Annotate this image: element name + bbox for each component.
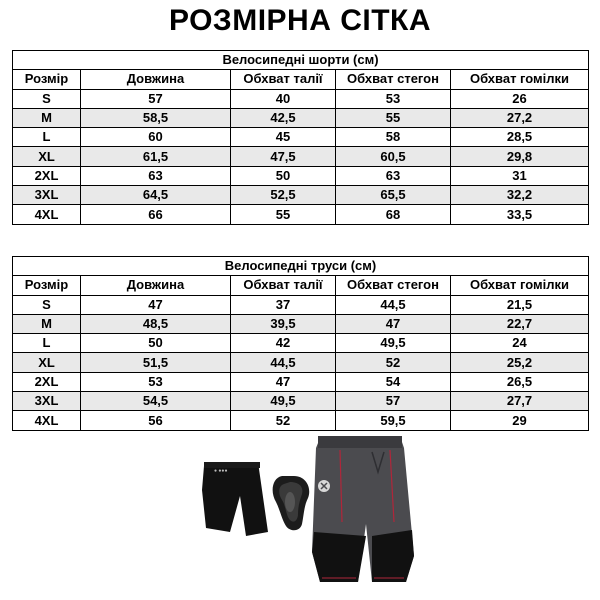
cell-size: S xyxy=(13,89,81,108)
cell-length: 47 xyxy=(81,295,231,314)
cell-hips: 68 xyxy=(336,205,451,224)
page-title: РОЗМІРНА СІТКА xyxy=(168,4,432,37)
cell-calf: 27,2 xyxy=(451,108,589,127)
cell-calf: 21,5 xyxy=(451,295,589,314)
cell-calf: 24 xyxy=(451,334,589,353)
header-hips: Обхват стегон xyxy=(336,276,451,295)
table-row xyxy=(13,205,589,224)
cell-waist: 52 xyxy=(231,411,336,430)
chamois-pad-icon xyxy=(273,476,310,530)
cell-waist: 39,5 xyxy=(231,314,336,333)
cell-waist: 44,5 xyxy=(231,353,336,372)
cycling-underwear-icon xyxy=(202,462,268,536)
table-row xyxy=(13,334,589,353)
cell-waist: 55 xyxy=(231,205,336,224)
cell-size: S xyxy=(13,295,81,314)
cell-length: 66 xyxy=(81,205,231,224)
table-row xyxy=(13,89,589,108)
briefs-size-table xyxy=(12,256,589,431)
table-row xyxy=(13,108,589,127)
cell-length: 51,5 xyxy=(81,353,231,372)
cycling-shorts-icon xyxy=(312,436,414,582)
cell-calf: 29,8 xyxy=(451,147,589,166)
cell-length: 64,5 xyxy=(81,186,231,205)
cell-waist: 47 xyxy=(231,372,336,391)
header-calf: Обхват гомілки xyxy=(451,70,589,89)
cell-hips: 47 xyxy=(336,314,451,333)
cell-waist: 42 xyxy=(231,334,336,353)
header-waist: Обхват талії xyxy=(231,70,336,89)
cell-hips: 57 xyxy=(336,392,451,411)
header-hips: Обхват стегон xyxy=(336,70,451,89)
cell-calf: 28,5 xyxy=(451,128,589,147)
cell-size: 2XL xyxy=(13,166,81,185)
cell-length: 53 xyxy=(81,372,231,391)
cell-hips: 55 xyxy=(336,108,451,127)
cell-length: 56 xyxy=(81,411,231,430)
header-size: Розмір xyxy=(13,70,81,89)
table-row xyxy=(13,353,589,372)
cell-waist: 47,5 xyxy=(231,147,336,166)
product-images xyxy=(190,432,430,592)
cell-waist: 40 xyxy=(231,89,336,108)
cell-length: 48,5 xyxy=(81,314,231,333)
header-size: Розмір xyxy=(13,276,81,295)
table-row xyxy=(13,372,589,391)
header-length: Довжина xyxy=(81,70,231,89)
cell-size: XL xyxy=(13,353,81,372)
header-calf: Обхват гомілки xyxy=(451,276,589,295)
svg-text:● ●●●: ● ●●● xyxy=(214,468,228,474)
cell-hips: 60,5 xyxy=(336,147,451,166)
cell-calf: 22,7 xyxy=(451,314,589,333)
cell-hips: 53 xyxy=(336,89,451,108)
cell-hips: 49,5 xyxy=(336,334,451,353)
cell-hips: 58 xyxy=(336,128,451,147)
cell-length: 58,5 xyxy=(81,108,231,127)
cell-length: 60 xyxy=(81,128,231,147)
cell-calf: 31 xyxy=(451,166,589,185)
cell-size: M xyxy=(13,108,81,127)
cell-hips: 65,5 xyxy=(336,186,451,205)
cell-waist: 45 xyxy=(231,128,336,147)
table-row xyxy=(13,411,589,430)
cell-calf: 32,2 xyxy=(451,186,589,205)
cell-length: 57 xyxy=(81,89,231,108)
cell-calf: 27,7 xyxy=(451,392,589,411)
cell-calf: 26,5 xyxy=(451,372,589,391)
header-length: Довжина xyxy=(81,276,231,295)
table-caption: Велосипедні труси (см) xyxy=(13,257,589,276)
table-row xyxy=(13,166,589,185)
table-row xyxy=(13,295,589,314)
shorts-size-table xyxy=(12,50,589,225)
cell-size: 4XL xyxy=(13,205,81,224)
cell-calf: 26 xyxy=(451,89,589,108)
cell-hips: 44,5 xyxy=(336,295,451,314)
cell-size: L xyxy=(13,128,81,147)
cell-size: L xyxy=(13,334,81,353)
table-row xyxy=(13,314,589,333)
cell-length: 50 xyxy=(81,334,231,353)
table-row xyxy=(13,186,589,205)
cell-size: 3XL xyxy=(13,392,81,411)
cell-length: 63 xyxy=(81,166,231,185)
cell-waist: 50 xyxy=(231,166,336,185)
cell-calf: 25,2 xyxy=(451,353,589,372)
cell-hips: 54 xyxy=(336,372,451,391)
cell-length: 61,5 xyxy=(81,147,231,166)
cell-waist: 52,5 xyxy=(231,186,336,205)
cell-calf: 33,5 xyxy=(451,205,589,224)
cell-hips: 59,5 xyxy=(336,411,451,430)
table-row xyxy=(13,392,589,411)
header-waist: Обхват талії xyxy=(231,276,336,295)
cell-waist: 49,5 xyxy=(231,392,336,411)
cell-length: 54,5 xyxy=(81,392,231,411)
table-row xyxy=(13,147,589,166)
cell-hips: 52 xyxy=(336,353,451,372)
cell-size: XL xyxy=(13,147,81,166)
cell-size: 4XL xyxy=(13,411,81,430)
cell-size: 2XL xyxy=(13,372,81,391)
cell-waist: 42,5 xyxy=(231,108,336,127)
table-caption: Велосипедні шорти (см) xyxy=(13,51,589,70)
cell-hips: 63 xyxy=(336,166,451,185)
cell-size: M xyxy=(13,314,81,333)
cell-size: 3XL xyxy=(13,186,81,205)
cell-calf: 29 xyxy=(451,411,589,430)
cell-waist: 37 xyxy=(231,295,336,314)
table-row xyxy=(13,128,589,147)
